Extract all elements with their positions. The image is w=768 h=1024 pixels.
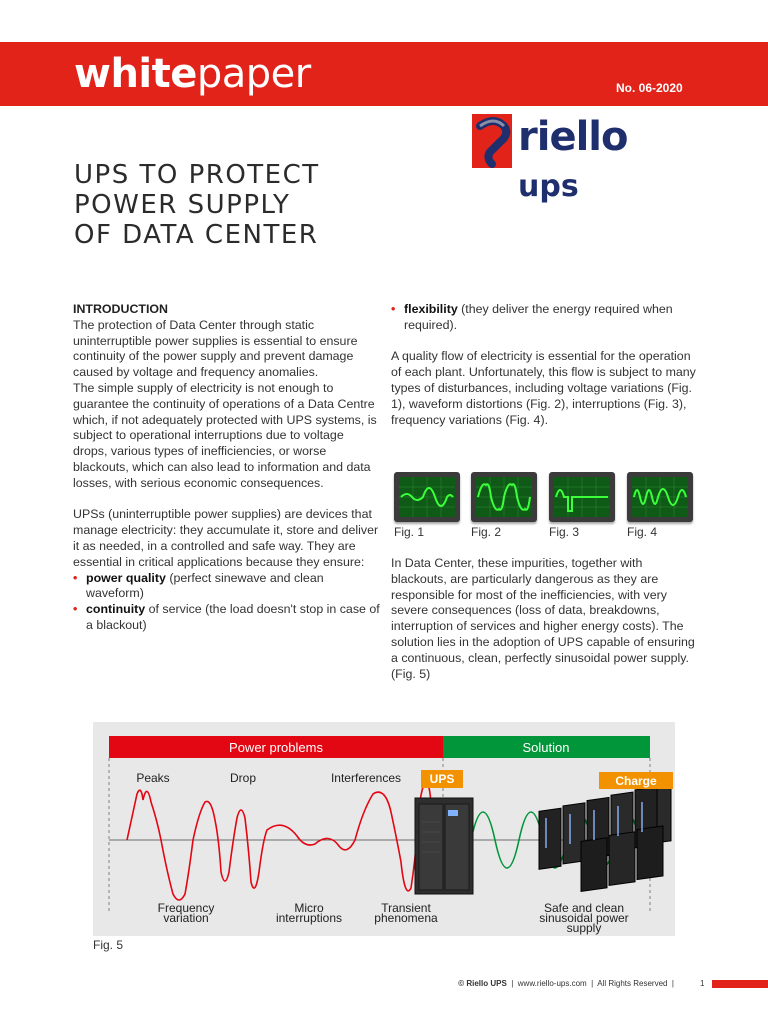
page-title — [74, 160, 320, 250]
oscilloscope-fig-3 — [549, 472, 615, 522]
bullet-text: (perfect sinewave and clean waveform) — [86, 570, 324, 601]
logo-sub: ups — [518, 169, 579, 204]
introduction-heading: INTRODUCTION — [73, 302, 168, 316]
bullet-term: flexibility — [404, 302, 458, 316]
title-line-1: UPS TO PROTECT — [74, 160, 320, 190]
label-safe-clean: Safe and clean sinusoidal power supply — [539, 901, 629, 935]
fig-5-caption: Fig. 5 — [93, 938, 124, 952]
oscilloscope-fig-2 — [471, 472, 537, 522]
flexibility-list — [391, 302, 699, 334]
charge-label: Charge — [615, 774, 657, 788]
bullet-term: continuity — [86, 602, 146, 617]
interruption-waveform-icon — [554, 477, 610, 517]
diagram-canvas — [93, 722, 675, 936]
logo-name: riello — [518, 114, 628, 160]
footer-accent-bar — [712, 980, 768, 988]
intro-paragraph-1: The protection of Data Center through static uninterruptible power supplies is essential to ensure continuity of the power supply and prevent damage caused by voltage and frequency anomalies. — [73, 317, 358, 380]
intro-paragraph-2: The simple supply of electricity is not enough to guarantee the continuity of operations of a Data Centre which, if not adequately protected with UPS systems, is subject to operational interruptions due to voltage drops, various types of inefficiencies, or worse blackouts, which can also lead to information and data losses, with serious economic consequences. — [73, 380, 377, 490]
fig-4-label: Fig. 4 — [627, 525, 658, 539]
voltage-variation-waveform-icon — [399, 477, 455, 517]
label-drop: Drop — [229, 771, 257, 785]
fig-2-label: Fig. 2 — [471, 525, 502, 539]
problems-label: Power problems — [229, 740, 323, 755]
whitepaper-wordmark — [74, 50, 311, 98]
intro-paragraph-3: UPSs (uninterruptible power supplies) are devices that manage electricity: they accumulate it, store and deliver it as needed, in a controlled and safe way. They are essential in critical applications because they ensure: — [73, 507, 379, 569]
brand-bold: white — [74, 51, 197, 97]
brand-light: paper — [196, 51, 311, 97]
fig-3-label: Fig. 3 — [549, 525, 580, 539]
label-interferences: Interferences — [330, 771, 402, 785]
list-item — [391, 302, 699, 334]
footer-text: © Riello UPS | www.riello-ups.com | All Rights Reserved | — [458, 979, 674, 988]
benefits-list — [73, 571, 381, 634]
fig-1-label: Fig. 1 — [394, 525, 425, 539]
riello-emblem-icon — [470, 112, 516, 172]
footer-website[interactable]: www.riello-ups.com — [517, 979, 587, 988]
oscilloscope-figures — [394, 472, 694, 528]
solution-paragraph: In Data Center, these impurities, together with blackouts, are particularly dangerous as they are responsible for most of the inefficiencies, with very severe consequences (loss of data, breakdowns, interruption of services and higher energy costs). The solution lies in the adoption of UPS capable of ensuring a continuous, clean, perfectly sinusoidal power supply. (Fig. 5) — [391, 556, 695, 681]
label-micro-interruptions: Micro interruptions — [275, 901, 343, 925]
bullet-text: of service (the load doesn't stop in case of a blackout) — [86, 602, 380, 632]
ups-cabinet-icon — [415, 798, 473, 894]
server-racks-icon — [539, 783, 671, 898]
oscilloscope-fig-4 — [627, 472, 693, 522]
oscilloscope-captions — [394, 525, 694, 541]
solution-label: Solution — [522, 740, 570, 755]
right-column — [391, 302, 699, 428]
bullet-term: power quality — [86, 570, 166, 585]
title-line-3: OF DATA CENTER — [74, 220, 319, 250]
distorted-waveform — [127, 781, 434, 900]
page-footer — [0, 976, 768, 992]
list-item — [73, 571, 381, 603]
ups-label: UPS — [429, 772, 455, 786]
disturbance-paragraph: A quality flow of electricity is essential for the operation of each plant. Unfortunately, this flow is subject to many types of disturbances, including voltage variations (Fig. 1), waveform distortions (Fig. 2), interruptions (Fig. 3), frequency variations (Fig. 4). — [391, 349, 696, 427]
bullet-text: (they deliver the energy required when required). — [404, 302, 673, 332]
riello-ups-logo — [470, 112, 700, 204]
page-number: 1 — [700, 979, 705, 988]
logo-wordmark — [518, 114, 700, 210]
frequency-variation-waveform-icon — [632, 477, 688, 517]
footer-rights: All Rights Reserved — [597, 979, 668, 988]
issue-number: No. 06-2020 — [616, 81, 683, 95]
right-column-continued — [391, 556, 699, 682]
oscilloscope-fig-1 — [394, 472, 460, 522]
power-problems-diagram — [93, 722, 675, 936]
title-line-2: POWER SUPPLY — [74, 190, 291, 220]
left-column — [73, 302, 381, 634]
label-transient: Transient phenomena — [374, 901, 438, 925]
label-peaks: Peaks — [136, 771, 170, 785]
footer-company: © Riello UPS — [458, 979, 507, 988]
waveform-distortion-icon — [476, 477, 532, 517]
label-frequency: Frequency variation — [157, 901, 215, 925]
list-item — [73, 602, 381, 634]
